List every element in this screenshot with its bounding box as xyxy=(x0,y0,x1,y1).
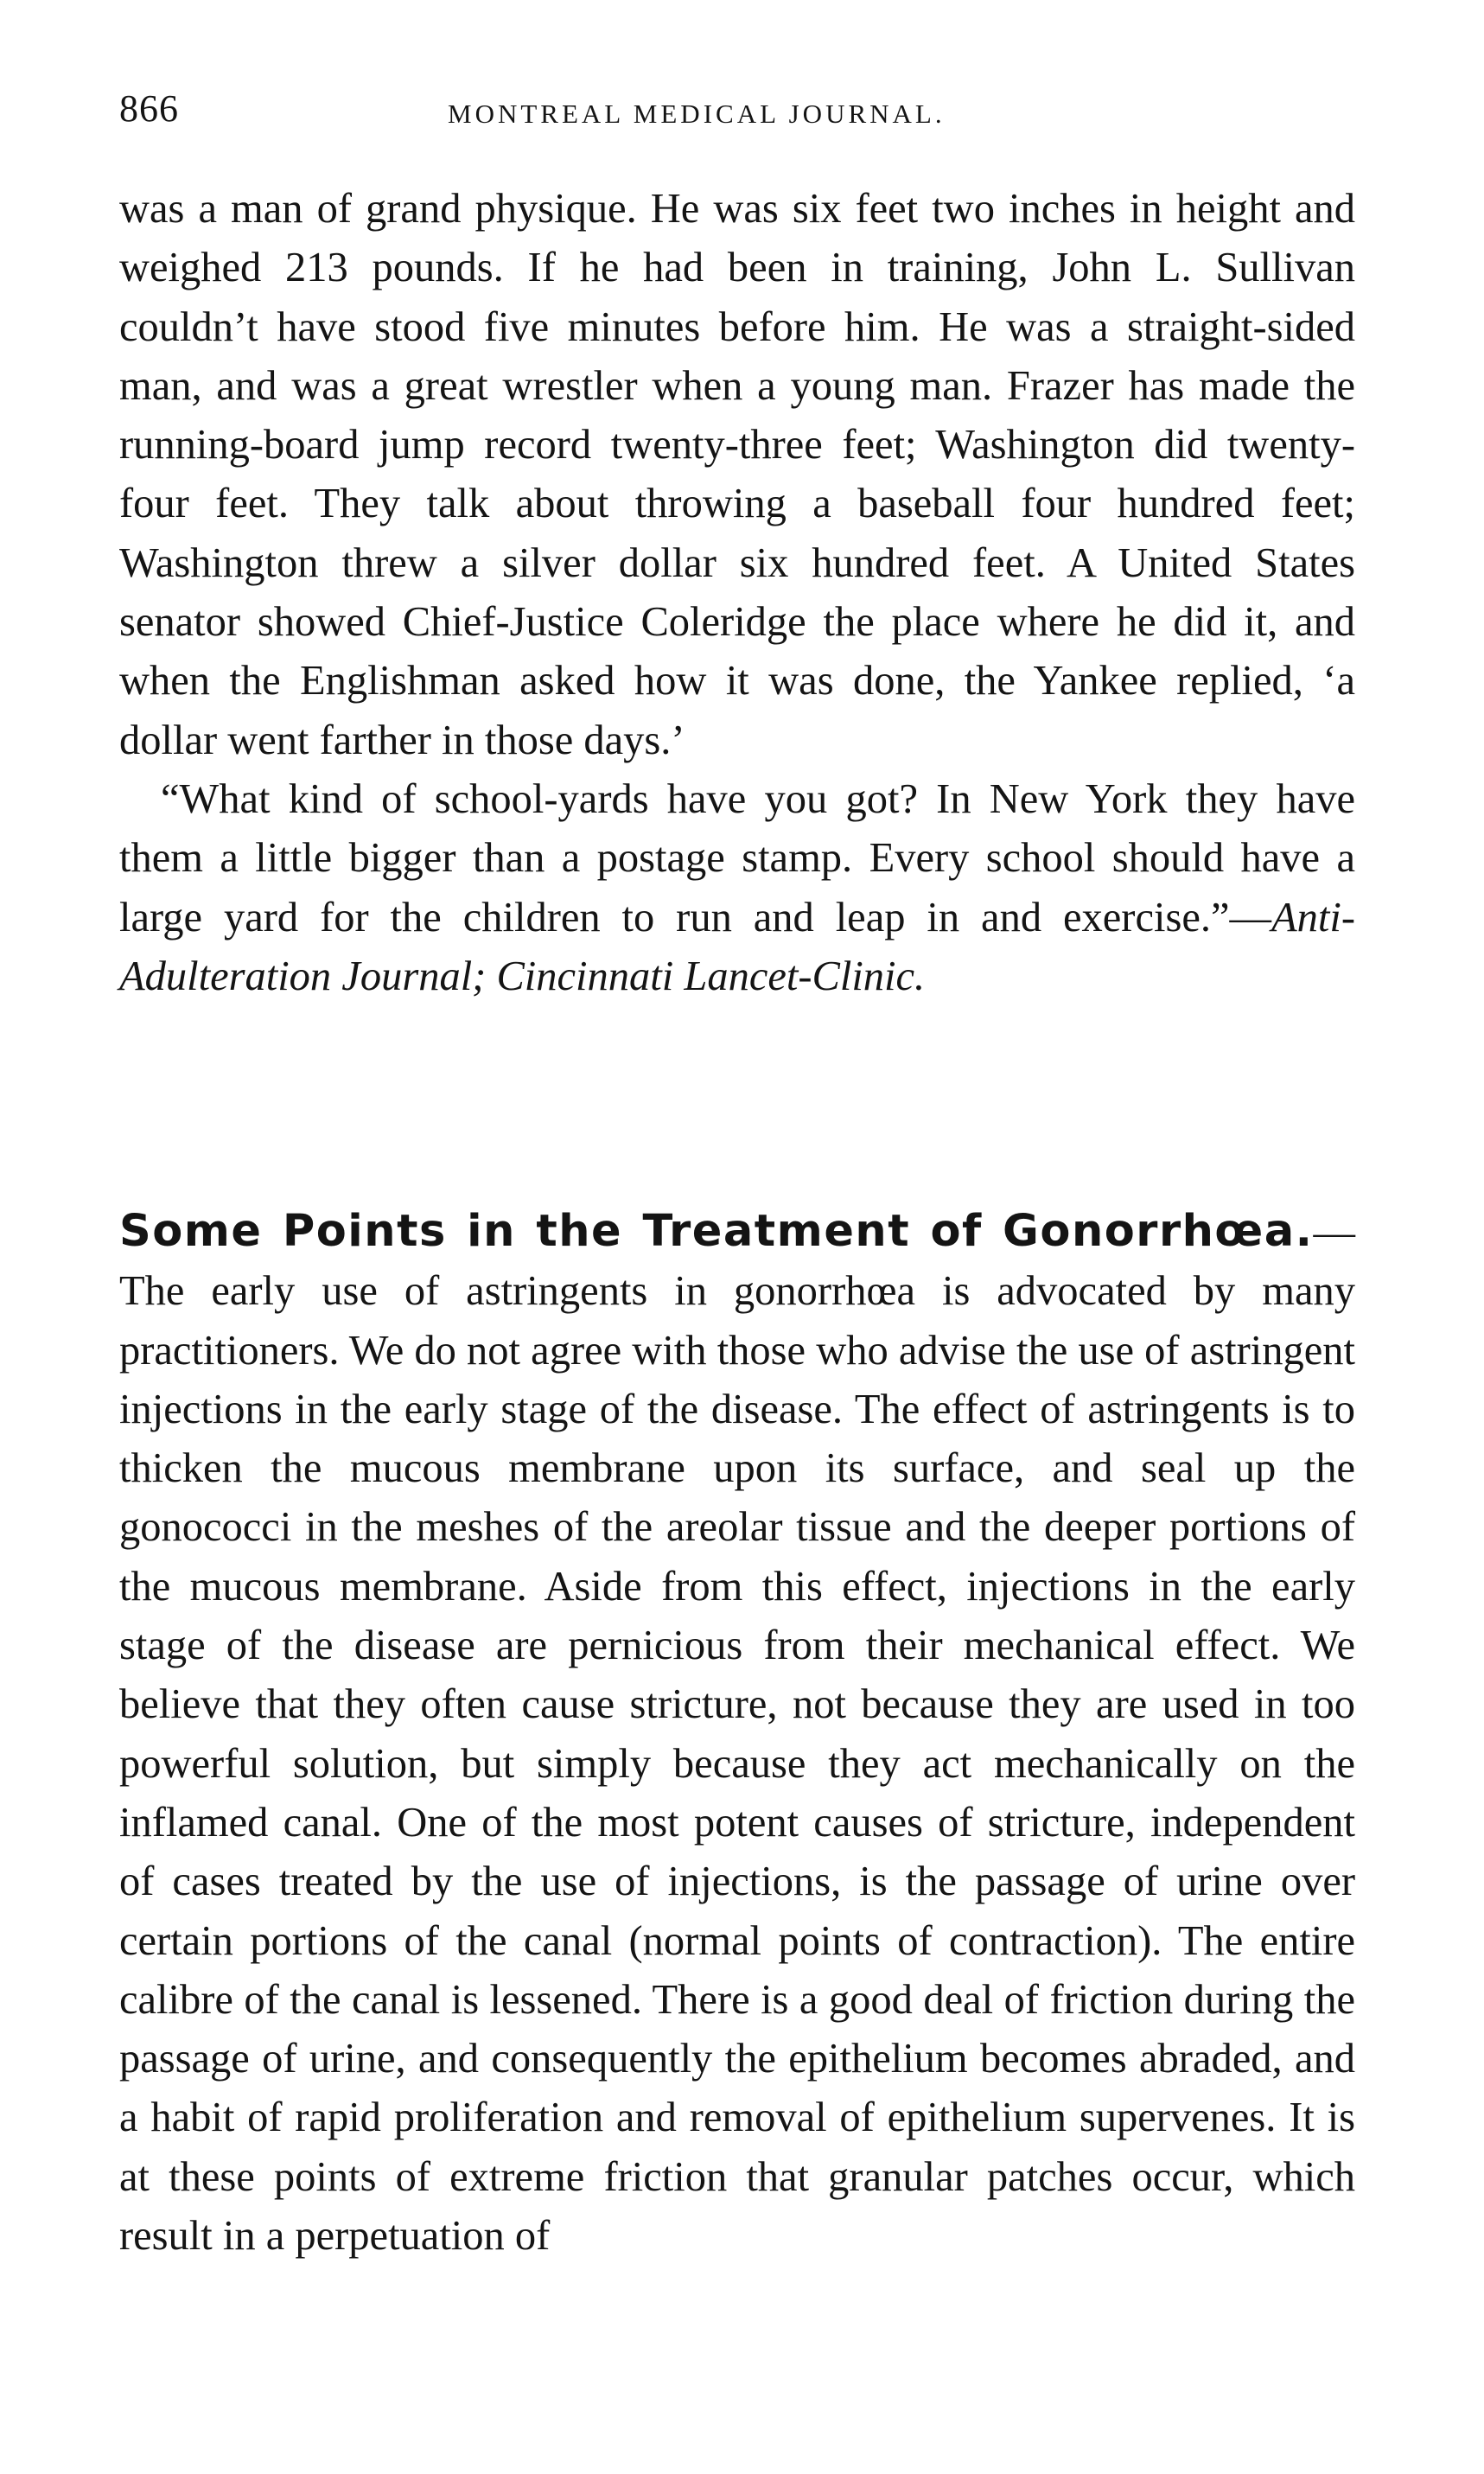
paragraph-school-yards xyxy=(119,770,1355,1006)
article-heading: Some Points in the Treatment of Gonorrhœa. xyxy=(119,1206,1314,1257)
journal-title: MONTREAL MEDICAL JOURNAL. xyxy=(448,99,946,129)
page-number: 866 xyxy=(119,87,179,130)
school-yards-text: “What kind of school-yards have you got? In New York they have them a little bigger than a postage stamp. Every school should have a large yard for the children to run and leap in and exercise.”— xyxy=(119,775,1355,941)
gonorrhoea-paragraph xyxy=(119,1202,1355,2266)
gonorrhoea-article xyxy=(119,1202,1355,2266)
running-head xyxy=(119,86,1355,138)
source-citation: Anti-Adulteration Journal; Cincinnati Lancet-Clinic. xyxy=(119,894,1355,999)
paragraph-washington-physique: was a man of grand physique. He was six feet two inches in height and weighed 213 pounds. If he had been in training, John L. Sullivan couldn’t have stood five minutes before him. He was a straight-sided man, and was a great wrestler when a young man. Frazer has made the running-board jump record twenty-three feet; Washington did twenty-four feet. They talk about throwing a baseball four hundred feet; Washington threw a silver dollar six hundred feet. A United States senator showed Chief-Justice Coleridge the place where he did it, and when the Englishman asked how it was done, the Yankee replied, ‘a dollar went farther in those days.’ xyxy=(119,186,1355,763)
continued-article xyxy=(119,180,1355,1006)
article-body: —The early use of astringents in gonorrhœa is advocated by many practitioners. We do not agree with those who advise the use of astringent injections in the early stage of the disease. The effect of astringents is to thicken the mucous membrane upon its surface, and seal up the gonococci in the meshes of the areolar tissue and the deeper portions of the mucous membrane. Aside from this effect, injections in the early stage of the disease are pernicious from their mechanical effect. We believe that they often cause stricture, not because they are used in too powerful solution, but simply because they act mechanically on the inflamed canal. One of the most potent causes of stricture, independent of cases treated by the use of injections, is the passage of urine over certain portions of the canal (normal points of contraction). The entire calibre of the canal is lessened. There is a good deal of friction during the passage of urine, and consequently the epithelium becomes abraded, and a habit of rapid proliferation and removal of epithelium supervenes. It is at these points of extreme friction that granular patches occur, which result in a perpetuation of xyxy=(119,1209,1355,2260)
